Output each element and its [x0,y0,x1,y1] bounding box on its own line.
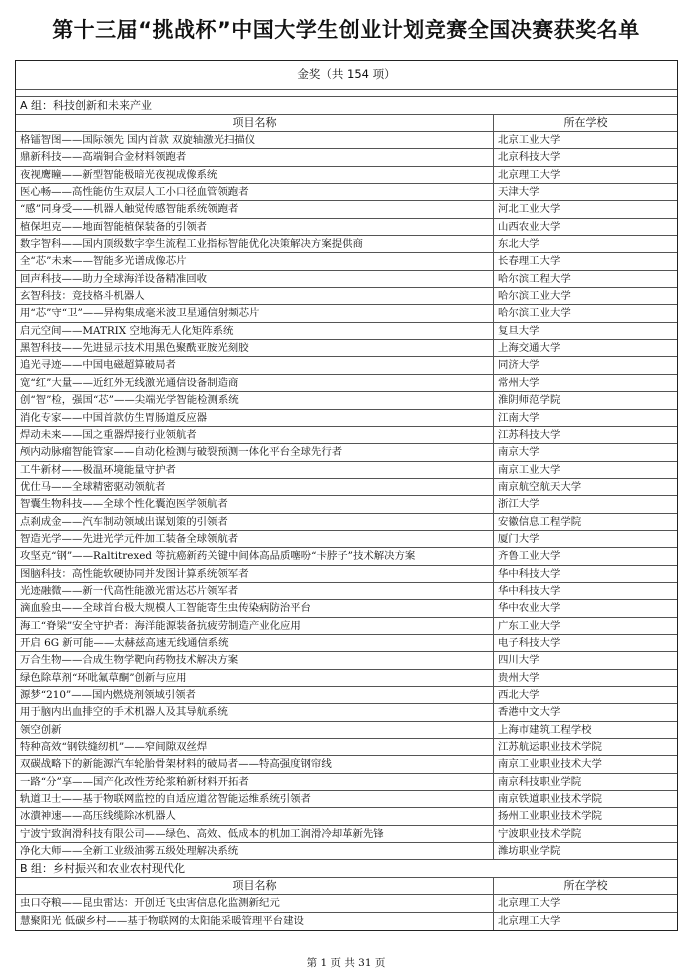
table-row [16,739,677,756]
school-cell: 南京工业大学 [498,463,561,476]
project-name-cell: 冰潰神速——高压线缆除冰机器人 [16,808,494,824]
school-cell: 扬州工业职业技术学院 [498,810,602,823]
school-cell: 长春理工大学 [498,255,561,268]
project-name-cell: 夜视鹰瞳——新型智能极暗光夜视成像系统 [16,167,494,183]
table-row [16,271,677,288]
project-name-cell: 一路“分”享——国产化改性芳纶浆粕新材料开拓者 [16,774,494,790]
table-body [16,97,677,930]
school-cell: 潍坊职业学院 [498,845,561,858]
page-number: 第 1 页 共 31 页 [306,957,386,969]
table-row [16,305,677,322]
project-name-cell: 优仕马——全球精密驱动领航者 [16,479,494,495]
school-cell: 淮阴师范学院 [498,394,561,407]
school-cell: 齐鲁工业大学 [498,550,561,563]
project-name-cell: 启元空间——MATRIX 空地海无人化矩阵系统 [16,323,494,339]
table-row [16,774,677,791]
table-row [16,219,677,236]
table-row [16,184,677,201]
table-row [16,496,677,513]
school-cell: 哈尔滨工业大学 [498,307,571,320]
project-name-cell: 全“芯”未来——智能多光谱成像芯片 [16,253,494,269]
project-name-cell: 慧聚阳光 低碳乡村——基于物联网的太阳能采暖管理平台建设 [16,913,494,930]
project-name-cell: 追光寻迹——中国电磁超算破局者 [16,357,494,373]
school-cell: 电子科技大学 [498,636,561,649]
table-row [16,583,677,600]
table-row [16,410,677,427]
project-name-cell: 光迹融微——新一代高性能激光雷达芯片领军者 [16,583,494,599]
table-row [16,913,677,930]
school-cell: 南京铁道职业技术学院 [498,793,602,806]
table-row [16,600,677,617]
project-name-cell: 黑智科技——先进显示技术用黑色聚酰亚胺光刻胶 [16,340,494,356]
project-name-cell: 净化大师——全新工业级油雾五级处理解决系统 [16,843,494,859]
award-table [15,60,678,931]
table-row [16,791,677,808]
project-column-header: 项目名称 [16,878,494,894]
school-cell: 江南大学 [498,411,540,424]
table-row [16,427,677,444]
school-cell: 北京科技大学 [498,151,561,164]
school-cell: 上海市建筑工程学校 [498,723,592,736]
school-cell: 安徽信息工程学院 [498,515,582,528]
project-name-cell: 回声科技——助力全球海洋设备精准回收 [16,271,494,287]
table-row [16,635,677,652]
table-row [16,670,677,687]
school-cell: 贵州大学 [498,671,540,684]
table-row [16,514,677,531]
school-cell: 浙江大学 [498,498,540,511]
project-name-cell: “感”同身受——机器人触觉传感智能系统领跑者 [16,201,494,217]
column-header-row [16,878,677,895]
school-cell: 北京理工大学 [498,897,561,910]
project-name-cell: 鼎新科技——高端铜合金材料领跑者 [16,149,494,165]
project-name-cell: 特种高效“钢铁缝纫机”——窄间隙双丝焊 [16,739,494,755]
table-row [16,687,677,704]
school-cell: 南京工业职业技术大学 [498,758,602,771]
table-row [16,531,677,548]
project-name-cell: 颅内动脉瘤智能管家——自动化检测与破裂预测一体化平台全球先行者 [16,444,494,460]
project-name-cell: 数字智科——国内顶级数字孪生流程工业指标智能优化决策解决方案提供商 [16,236,494,252]
table-row [16,895,677,912]
table-row [16,323,677,340]
table-row [16,253,677,270]
table-row [16,201,677,218]
project-name-cell: 图脑科技：高性能软硬协同并发图计算系统领军者 [16,566,494,582]
school-cell: 常州大学 [498,376,540,389]
table-row [16,652,677,669]
school-cell: 南京大学 [498,446,540,459]
table-row [16,826,677,843]
table-row [16,704,677,721]
table-row [16,167,677,184]
table-row [16,756,677,773]
project-name-cell: 点刹成金——汽车制动领域出谋划策的引领者 [16,514,494,530]
school-cell: 西北大学 [498,689,540,701]
table-row [16,288,677,305]
school-cell: 华中农业大学 [498,602,561,615]
project-name-cell: 开启 6G 新可能——太赫兹高速无线通信系统 [16,635,494,651]
school-cell: 香港中文大学 [498,706,561,719]
project-name-cell: 宽“红”大量——近红外无线激光通信设备制造商 [16,375,494,391]
school-cell: 南京科技职业学院 [498,775,582,788]
table-row [16,340,677,357]
school-cell: 哈尔滨工业大学 [498,290,571,303]
table-row [16,236,677,253]
project-name-cell: 滴血验虫——全球首台极大规模人工智能寄生虫传染病防治平台 [16,600,494,616]
school-cell: 山西农业大学 [498,220,561,233]
table-row [16,357,677,374]
project-name-cell: 绿色除草剂“环吡氟草酮”创新与应用 [16,670,494,686]
column-header-row [16,115,677,132]
project-name-cell: 玄智科技：竞技格斗机器人 [16,288,494,304]
project-name-cell: 格镭智图——国际领先 国内首款 双旋轴激光扫描仪 [16,132,494,148]
table-row [16,843,677,860]
school-cell: 北京理工大学 [498,168,561,181]
project-name-cell: 工牛新材——极温环境能量守护者 [16,462,494,478]
project-name-cell: 虫口夺粮——昆虫雷达：开创迁飞虫害信息化监测新纪元 [16,895,494,911]
school-cell: 广东工业大学 [498,619,561,632]
school-cell: 南京航空航天大学 [498,480,582,493]
project-name-cell: 源梦“210”——国内燃烧剂领域引领者 [16,687,494,703]
group-heading: A 组：科技创新和未来产业 [16,97,677,115]
project-name-cell: 用“芯”守“卫”——异构集成毫米波卫星通信射频芯片 [16,305,494,321]
school-cell: 华中科技大学 [498,584,561,597]
table-row [16,149,677,166]
project-name-cell: 智囊生物科技——全球个性化囊泡医学领航者 [16,496,494,512]
school-cell: 江苏科技大学 [498,428,561,441]
project-name-cell: 万合生物——合成生物学靶向药物技术解决方案 [16,652,494,668]
project-name-cell: 海工“脊梁”安全守护者：海洋能源装备抗疲劳制造产业化应用 [16,618,494,634]
school-cell: 上海交通大学 [498,342,561,355]
project-name-cell: 植保坦克——地面智能植保装备的引领者 [16,219,494,235]
table-spacer [16,90,677,97]
school-cell: 厦门大学 [498,532,540,545]
project-name-cell: 领空创新 [16,722,494,738]
table-row [16,462,677,479]
table-row [16,618,677,635]
project-name-cell: 双碳战略下的新能源汽车轮胎骨架材料的破局者——特高强度钢帘线 [16,756,494,772]
project-name-cell: 攻坚克“钢”——Raltitrexed 等抗癌新药关键中间体高品质噻吩“卡脖子”技术解决方案 [16,548,494,564]
project-name-cell: 用于脑内出血排空的手术机器人及其导航系统 [16,704,494,720]
project-name-cell: 宁波宁致润滑科技有限公司——绿色、高效、低成本的机加工润滑冷却革新先锋 [16,826,494,842]
table-row [16,479,677,496]
school-cell: 哈尔滨工程大学 [498,272,571,285]
project-name-cell: 创“智”检，强国“芯”——尖端光学智能检测系统 [16,392,494,408]
project-name-cell: 消化专家——中国首款仿生胃肠道反应器 [16,410,494,426]
school-column-header: 所在学校 [563,879,608,893]
table-row [16,392,677,409]
table-row [16,722,677,739]
group-heading: B 组：乡村振兴和农业农村现代化 [16,860,677,878]
award-header: 金奖（共 154 项） [16,61,677,90]
project-name-cell: 智造光学——先进光学元件加工装备全球领航者 [16,531,494,547]
document-title: 第十三届“挑战杯”中国大学生创业计划竞赛全国决赛获奖名单 [52,18,640,42]
table-row [16,566,677,583]
school-cell: 河北工业大学 [498,203,561,216]
project-name-cell: 焊动未来——国之重器焊接行业领航者 [16,427,494,443]
school-cell: 复旦大学 [498,324,540,337]
school-cell: 四川大学 [498,654,540,667]
table-row [16,808,677,825]
school-cell: 天津大学 [498,186,540,199]
school-cell: 北京理工大学 [498,914,561,927]
table-row [16,548,677,565]
school-cell: 宁波职业技术学院 [498,827,582,840]
school-cell: 江苏航运职业技术学院 [498,741,602,754]
school-cell: 同济大学 [498,359,540,372]
school-cell: 华中科技大学 [498,567,561,580]
table-row [16,132,677,149]
table-row [16,375,677,392]
school-cell: 东北大学 [498,238,540,251]
table-row [16,444,677,461]
school-column-header: 所在学校 [563,116,608,129]
project-column-header: 项目名称 [16,115,494,131]
project-name-cell: 医心畅——高性能仿生双层人工小口径血管领跑者 [16,184,494,200]
project-name-cell: 轨道卫士——基于物联网监控的自适应道岔智能运维系统引领者 [16,791,494,807]
school-cell: 北京工业大学 [498,134,561,146]
